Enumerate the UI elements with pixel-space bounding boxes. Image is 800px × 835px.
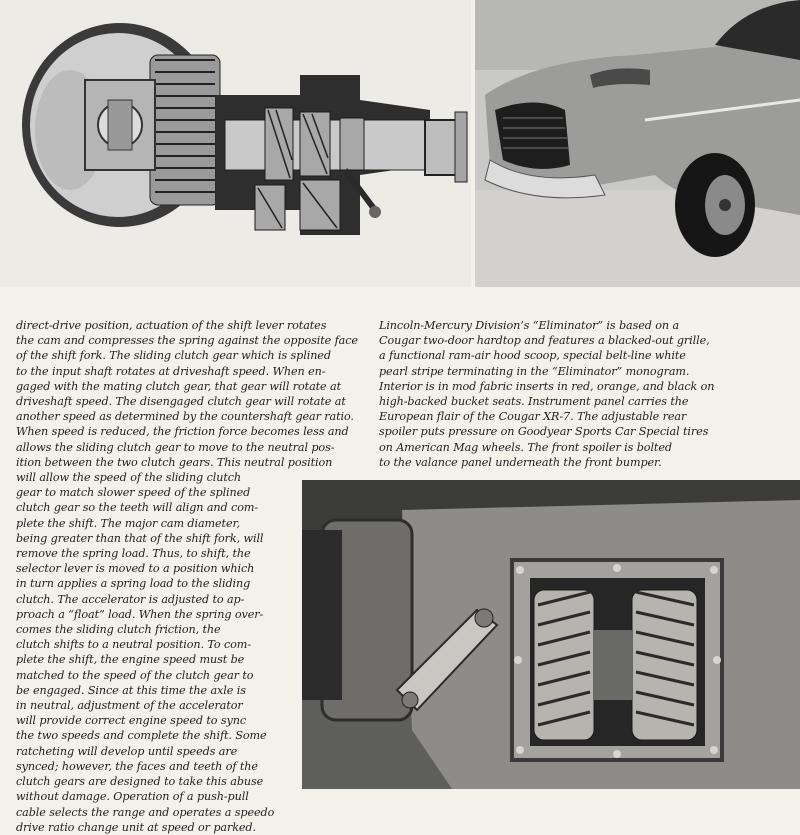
article-line: ition between the two clutch gears. This neutral position (16, 455, 333, 469)
article-line: gaged with the mating clutch gear, that gear will rotate at (16, 379, 341, 393)
article-line: without damage. Operation of a push-pull (16, 790, 249, 804)
article-line: will allow the speed of the sliding clutch (16, 471, 241, 485)
article-line: matched to the speed of the clutch gear to (16, 668, 254, 682)
article-line: driveshaft speed. The disengaged clutch gear will rotate at (16, 395, 346, 409)
article-right-column (379, 318, 714, 470)
article-line: plete the shift, the engine speed must be (16, 653, 245, 667)
article-line: clutch shifts to a neutral position. To com- (16, 638, 251, 652)
article-line: Lincoln-Mercury Division’s “Eliminator” is based on a (379, 319, 680, 332)
article-line: When speed is reduced, the friction force becomes less and (16, 425, 349, 439)
article-line: plete the shift. The major cam diameter, (16, 516, 240, 530)
article-line: in turn applies a spring load to the sliding (16, 577, 251, 591)
article-line: Cougar two-door hardtop and features a blacked-out grille, (379, 334, 710, 348)
article-line: drive ratio change unit at speed or parked. (16, 820, 256, 834)
article-line: comes the sliding clutch friction, the (16, 623, 221, 637)
article-line: allows the sliding clutch gear to move to the neutral pos- (16, 440, 335, 454)
article-line: in neutral, adjustment of the accelerator (16, 699, 243, 713)
article-line: Interior is in mod fabric inserts in red, orange, and black on (379, 379, 715, 393)
article-line: high-backed bucket seats. Instrument panel carries the (379, 395, 689, 409)
article-left-column (16, 318, 358, 835)
article-line: proach a “float” load. When the spring over- (16, 607, 264, 621)
article-line: ratcheting will develop until speeds are (16, 744, 238, 758)
cougar-car-image (475, 0, 800, 287)
gearbox-photo (302, 480, 800, 789)
article-line: a functional ram-air hood scoop, special belt-line white (379, 349, 686, 363)
article-line: clutch gear so the teeth will align and com- (16, 501, 259, 515)
article-line: European flair of the Cougar XR-7. The adjustable rear (379, 410, 687, 424)
article-line: pearl stripe terminating in the “Eliminator” monogram. (379, 364, 690, 378)
cougar-eliminator-photo (475, 0, 800, 287)
article-line: of the shift fork. The sliding clutch gear which is splined (16, 349, 331, 363)
article-line: clutch. The accelerator is adjusted to ap- (16, 592, 245, 606)
article-line: on American Mag wheels. The front spoiler is bolted (379, 440, 672, 454)
article-line: remove the spring load. Thus, to shift, the (16, 547, 251, 561)
open-gearbox-image (302, 480, 800, 789)
article-line: to the input shaft rotates at driveshaft speed. When en- (16, 364, 326, 378)
article-line: to the valance panel underneath the front bumper. (379, 455, 662, 469)
axle-cutaway-photo (0, 0, 471, 287)
article-line: clutch gears are designed to take this abuse (16, 775, 264, 789)
article-line: the two speeds and complete the shift. Some (16, 729, 267, 743)
article-line: be engaged. Since at this time the axle is (16, 683, 246, 697)
article-line: the cam and compresses the spring against the opposite face (16, 334, 358, 348)
article-line: gear to match slower speed of the splined (16, 486, 251, 500)
article-line: spoiler puts pressure on Goodyear Sports Car Special tires (379, 425, 709, 439)
axle-cutaway-illustration (0, 0, 471, 287)
article-line: synced; however, the faces and teeth of the (16, 759, 258, 773)
article-line: being greater than that of the shift fork, will (16, 531, 264, 545)
article-line: direct-drive position, actuation of the shift lever rotates (16, 319, 327, 332)
article-line: will provide correct engine speed to sync (16, 714, 247, 728)
article-line: selector lever is moved to a position which (16, 562, 255, 576)
article-line: cable selects the range and operates a speedo (16, 805, 275, 819)
article-line: another speed as determined by the countershaft gear ratio. (16, 410, 354, 424)
